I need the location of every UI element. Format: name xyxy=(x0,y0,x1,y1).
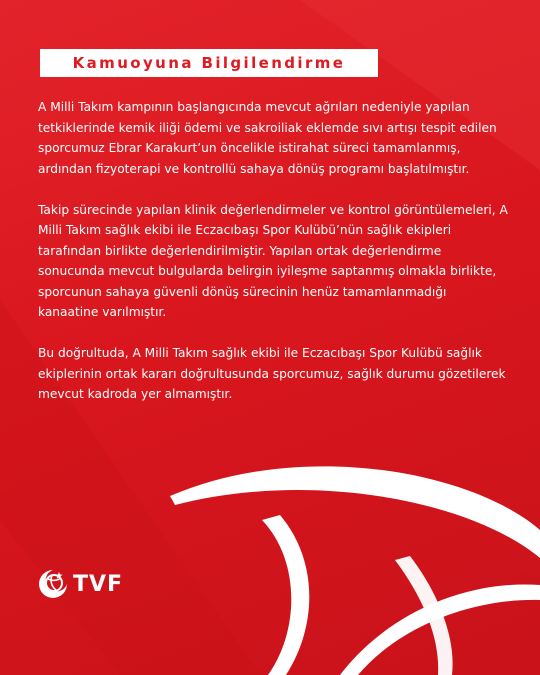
page-title: Kamuoyuna Bilgilendirme xyxy=(72,54,346,72)
tvf-logo xyxy=(37,566,123,602)
logo-text: TVF xyxy=(73,571,124,597)
volleyball-crescent-emblem-icon xyxy=(37,568,69,600)
title-banner xyxy=(40,49,378,77)
paragraph-3: Bu doğrultuda, A Milli Takım sağlık ekibi ile Eczacıbaşı Spor Kulübü sağlık ekiplerinin ortak kararı doğrultusunda sporcumuz, sağlık durumu gözetilerek mevcut kadroda yer almamıştır. xyxy=(38,346,506,401)
statement-body xyxy=(38,97,508,425)
paragraph-2: Takip sürecinde yapılan klinik değerlendirmeler ve kontrol görüntülemeleri, A Milli Takım sağlık ekibi ile Eczacıbaşı Spor Kulübü’nün sağlık ekipleri tarafından birlikte değerlendirilmiştir. Yapılan ortak değerlendirme sonucunda mevcut bulgularda belirgin iyileşme saptanmış olmakla birlikte, sporcunun sahaya güvenli dönüş sürecinin henüz tamamlanmadığı kanaatine varılmıştır. xyxy=(38,202,508,319)
paragraph-1: A Milli Takım kampının başlangıcında mevcut ağrıları nedeniyle yapılan tetkiklerinde kemik iliği ödemi ve sakroiliak eklemde sıvı artışı tespit edilen sporcumuz Ebrar Karakurt’un öncelikle istirahat süreci tamamlanmış, ardından fizyoterapi ve kontrollü sahaya dönüş programı başlatılmıştır. xyxy=(38,100,497,176)
